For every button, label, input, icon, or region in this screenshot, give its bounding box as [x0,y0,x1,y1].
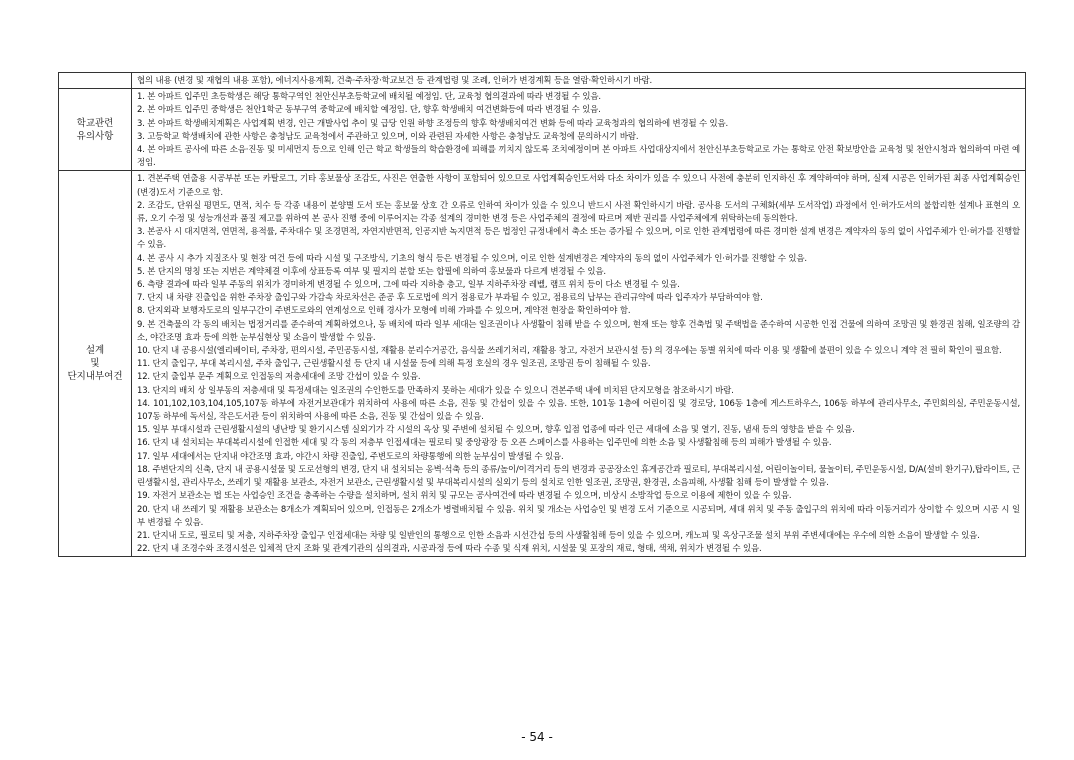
list-item: 10. 단지 내 공용시설(엘리베이터, 주차장, 편의시설, 주민공동시설, 재활용 분리수거공간, 음식물 쓰레기처리, 재활용 창고, 자전거 보관시설 등) 의 경우에는 동별 위치에 따라 이용 및 생활에 불편이 있을 수 있으니 계약 전 필히 확인이 필요함. [137,345,1002,356]
school-items-cell [132,89,1026,171]
school-row [59,89,1026,171]
list-item: 14. 101,102,103,104,105,107동 하부에 자전거보관대가 위치하여 사용에 따른 소음, 진동 및 간섭이 있을 수 있음. 또한, 101동 1층에 어린이집 및 경로당, 106동 1층에 게스트하우스, 106동 하부에 관리사무소, 주민회의실, 주민운동시설, 107동 하부에 독서실, 작은도서관 등이 위치하여 사용에 따른 소음, 진동 및 간섭이 있을 수 있음. [137,397,1020,422]
list-item: 9. 본 건축물의 각 동의 배치는 법정거리를 준수하여 계획하였으나, 동 배치에 따라 일부 세대는 일조권이나 사생활이 침해 받을 수 있으며, 현재 또는 향후 건축법 및 주택법을 준수하여 시공한 인접 건물에 의하여 조망권 및 환경권 침해, 일조량의 감소, 야간조명 효과 등에 의한 눈부심현상 및 소음이 발생할 수 있음. [137,318,1020,342]
list-item: 13. 단지의 배치 상 일부동의 저층세대 및 특정세대는 일조권의 수인한도를 만족하지 못하는 세대가 있을 수 있으니 견본주택 내에 비치된 단지모형을 참조하시기 바람. [137,384,734,395]
school-category-cell [59,89,132,171]
school-category-line-2: 유의사항 [76,130,114,142]
design-row [59,171,1026,557]
design-category-line-2: 및 [90,358,100,370]
intro-text: 협의 내용 (변경 및 재협의 내용 포함), 에너지사용계획, 건축·주차장·학교보건 등 관계법령 및 조례, 인허가 변경계획 등을 열람·확인하시기 바람. [132,73,1026,89]
list-item: 2. 본 아파트 입주민 중학생은 천안1학군 동부구역 중학교에 배치할 예정임. 단, 향후 학생배치 여건변화등에 따라 변경될 수 있음. [137,104,601,115]
list-item: 7. 단지 내 차량 진출입을 위한 주차장 출입구와 가감속 차로차선은 준공 후 도로법에 의거 점용료가 부과될 수 있고, 점용료의 납부는 관리규약에 따라 입주자가 부담하여야 함. [137,292,763,303]
intro-category-cell [59,73,132,89]
design-category-line-3: 단지내부여건 [67,371,123,383]
list-item: 18. 주변단지의 신축, 단지 내 공용시설물 및 도로선형의 변경, 단지 내 설치되는 옹벽·석축 등의 종류/높이/이격거리 등의 변경과 공공장소인 휴게공간과 필로티, 부대복리시설, 어린이놀이터, 물놀이터, 주민운동시설, D/A(설비 환기구),탑라이트, 근린생활시설, 관리사무소, 쓰레기 및 재활용 보관소, 자전거 보관소, 근린생활시설 및 부대복리시설의 실외기 등의 설치로 인한 일조권, 조망권, 환경권, 소음피해, 사생활 침해 등이 발생할 수 있음. [137,463,1020,488]
list-item: 11. 단지 출입구, 부대 복리시설, 주차 출입구, 근린생활시설 등 단지 내 시설물 등에 의해 특정 호실의 경우 일조권, 조망권 등이 침해될 수 있음. [137,358,651,369]
school-items-list [137,90,1020,169]
list-item: 6. 측량 결과에 따라 일부 주동의 위치가 경미하게 변경될 수 있으며, 그에 따라 지하층 층고, 일부 지하주차장 레벨, 램프 위치 등이 다소 변경될 수 있음. [137,279,680,290]
list-item: 2. 조감도, 단위실 평면도, 면적, 치수 등 각종 내용이 분양별 도서 또는 홍보물 상호 간 오류로 인하여 차이가 있을 수 있으니 반드시 사전 확인하시기 바람. 공사용 도서의 구체화(세부 도서작업) 과정에서 인·허가도서의 불합리한 설계나 표현의 오류, 오기 수정 및 성능개선과 품질 제고를 위하여 본 공사 진행 중에 이루어지는 각종 설계의 경미한 변경 등은 사업주체의 결정에 따르며 제반 권리를 사업주체에게 위탁하는데 동의한다. [137,199,1020,224]
list-item: 3. 본공사 시 대지면적, 연면적, 용적률, 주차대수 및 조경면적, 자연지반면적, 인공지반 녹지면적 등은 법정인 규정내에서 축소 또는 증가될 수 있으며, 이로 인한 관계법령에 따른 경미한 설계 변경은 계약자의 동의 없이 사업주체가 인·허가를 진행할 수 있음. [137,226,1020,250]
document-page [58,72,1026,557]
list-item: 3. 본 아파트 학생배치계획은 사업계획 변경, 인근 개발사업 추이 및 급당 인원 하향 조정등의 향후 학생배치여건 변화 등에 따라 교육청과의 협의하에 변경될 수 있음. [137,117,729,128]
design-category-cell [59,171,132,557]
list-item: 16. 단지 내 설치되는 부대복리시설에 인접한 세대 및 각 동의 저층부 인접세대는 필로티 및 중앙광장 등 오픈 스페이스를 사용하는 입주민에 의한 소음 및 사생활침해 등의 피해가 발생될 수 있음. [137,437,832,448]
list-item: 22. 단지 내 조경수와 조경시설은 입체적 단지 조화 및 관계기관의 심의결과, 시공과정 등에 따라 수종 및 식재 위치, 시설물 및 포장의 재료, 형태, 색채, 위치가 변경될 수 있음. [137,543,762,554]
list-item: 8. 단지외곽 보행자도로의 일부구간이 주변도로와의 연계성으로 인해 경사가 모형에 비해 가파를 수 있으며, 계약전 현장을 확인하여야 함. [137,305,631,316]
list-item: 1. 견본주택 연출용 시공부분 또는 카탈로그, 기타 홍보물상 조감도, 사진은 연출한 사항이 포함되어 있으므로 사업계획승인도서와 다소 차이가 있을 수 있으니 사전에 충분히 인지하신 후 계약하여야 하며, 실제 시공은 인허가된 최종 사업계획승인(변경)도서 기준으로 함. [137,173,1020,197]
design-items-list [137,172,1020,555]
list-item: 1. 본 아파트 입주민 초등학생은 해당 통학구역인 천안신부초등학교에 배치될 예정임. 단, 교육청 협의결과에 따라 변경될 수 있음. [137,91,601,102]
design-items-cell [132,171,1026,557]
list-item: 21. 단지내 도로, 필로티 및 저층, 지하주차장 출입구 인접세대는 차량 및 일반인의 통행으로 인한 소음과 시선간섭 등의 사생활침해 등이 있을 수 있으며, 캐노피 및 옥상구조물 설치 부위 주변세대에는 우수에 의한 소음이 발생할 수 있음. [137,529,980,540]
page-number: - 54 - [521,730,553,744]
list-item: 20. 단지 내 쓰레기 및 재활용 보관소는 8개소가 계획되어 있으며, 인접동은 2개소가 병렬배치될 수 있음. 위치 및 개소는 사업승인 및 변경 도서 기준으로 시공되며, 세대 위치 및 주동 출입구의 위치에 따라 이동거리가 상이할 수 있으며 시공 시 일부 변경될 수 있음. [137,503,1020,527]
list-item: 15. 일부 부대시설과 근린생활시설의 냉난방 및 환기시스템 실외기가 각 시설의 옥상 및 주변에 설치될 수 있으며, 향후 입점 업종에 따라 인근 세대에 소음 및 열기, 진동, 냄새 등의 영향을 받을 수 있음. [137,424,855,435]
list-item: 3. 고등학교 학생배치에 관한 사항은 충청남도 교육청에서 주관하고 있으며, 이와 관련된 자세한 사항은 충청남도 교육청에 문의하시기 바람. [137,130,639,141]
notice-table [58,72,1026,557]
intro-row [59,73,1026,89]
school-category-line-1: 학교관련 [76,117,114,129]
list-item: 5. 본 단지의 명칭 또는 지번은 계약체결 이후에 상표등록 여부 및 필지의 분할 또는 합필에 의하여 홍보물과 다르게 변경될 수 있음. [137,265,606,276]
list-item: 12. 단지 출입부 문주 계획으로 인접동의 저층세대에 조망 간섭이 있을 수 있음. [137,371,421,382]
list-item: 4. 본 아파트 공사에 따른 소음·진동 및 미세먼지 등으로 인해 인근 학교 학생들의 학습환경에 피해를 끼치지 않도록 조치예정이며 본 아파트 사업대상지에서 천안신부초등학교로 가는 통학로 안전 확보방안을 교육청 및 천안시청과 협의하여 마련 예정임. [137,144,1020,168]
design-category-line-1: 설계 [85,345,105,357]
list-item: 17. 일부 세대에서는 단지내 야간조명 효과, 야간시 차량 진출입, 주변도로의 차량통행에 의한 눈부심이 발생될 수 있음. [137,450,564,461]
list-item: 4. 본 공사 시 추가 지질조사 및 현장 여건 등에 따라 시설 및 구조방식, 기초의 형식 등은 변경될 수 있으며, 이로 인한 설계변경은 계약자의 동의 없이 사업주체가 인·허가를 진행할 수 있음. [137,252,807,263]
list-item: 19. 자전거 보관소는 법 또는 사업승인 조건을 충족하는 수량을 설치하며, 설치 위치 및 규모는 공사여건에 따라 변경될 수 있으며, 비상시 소방작업 등으로 이용에 제한이 있을 수 있음. [137,490,792,501]
